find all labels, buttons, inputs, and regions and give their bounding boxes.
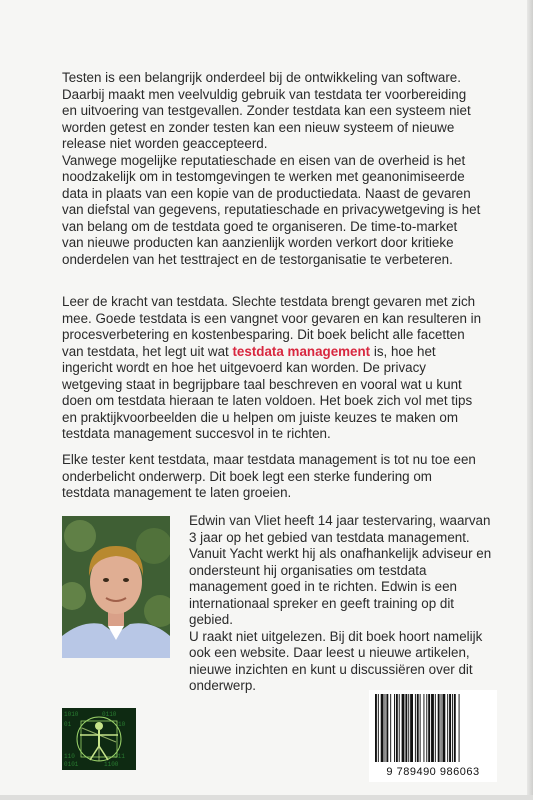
- svg-text:0101: 0101: [64, 761, 79, 768]
- website-paragraph: U raakt niet uitgelezen. Bij dit boek hoort namelijk ook een website. Daar leest u nieuwe artikelen, nieuwe inzichten en kunt u discussiëren over dit onderwerp.: [189, 628, 483, 693]
- power-text-before: Leer de kracht van testdata. Slechte testdata brengt gevaren met zich mee. Goede testdata is een vangnet voor gevaren en kan resulteren in procesverbetering en kostenbesparing. Dit boek belicht alle facetten van testdata, het legt uit wat: [62, 294, 482, 359]
- author-bio: [189, 513, 494, 695]
- intro-section: [62, 70, 482, 268]
- svg-text:10: 10: [118, 721, 126, 728]
- barcode-bars-icon: [369, 690, 497, 764]
- author-photo: [62, 516, 170, 658]
- highlighted-term: testdata management: [232, 343, 371, 359]
- intro-paragraph-1: Testen is een belangrijk onderdeel bij de ontwikkeling van software. Daarbij maakt men veelvuldig gebruik van testdata ter voorbereiding en uitvoering van testgevallen. Zonder testdata kan een systeem niet worden getest en zonder testen kan een nieuw systeem of nieuwe release niet worden geaccepteerd.: [62, 70, 471, 151]
- intro-paragraph-2: Vanwege mogelijke reputatieschade en eisen van de overheid is het noodzakelijk om in testomgevingen te werken met geanonimiseerde data in plaats van een kopie van de productiedata. Naast de gevaren van diefstal van gegevens, reputatieschade en privacywetgeving is het van belang om de testdata goed te organiseren. De time-to-market van nieuwe producten kan aanzienlijk worden verkort door kritieke onderdelen van het testtraject en de testorganisatie te verbeteren.: [62, 152, 481, 267]
- page-edge-bottom: [0, 795, 533, 800]
- svg-text:110: 110: [64, 753, 75, 760]
- vitruvian-man-logo-icon: [62, 708, 136, 770]
- svg-text:0110: 0110: [102, 711, 117, 718]
- power-section: [62, 294, 482, 443]
- page-edge: [527, 0, 533, 800]
- svg-text:1010: 1010: [64, 711, 79, 718]
- power-text-after: is, hoe het ingericht wordt en hoe het uitgevoerd kan worden. De privacy wetgeving staat in begrijpbare taal beschreven en vooral wat u kunt doen om testdata hieraan te laten voldoen. Het boek zich vol met tips en praktijkvoorbeelden die u helpen om juiste keuzes te maken om testdata management succesvol in te richten.: [62, 343, 473, 441]
- tester-section: [62, 452, 482, 502]
- tester-paragraph: Elke tester kent testdata, maar testdata management is tot nu toe een onderbelicht onderwerp. Dit boek legt een sterke fundering om testdata management te laten groeien.: [62, 452, 476, 500]
- author-portrait-icon: [62, 516, 170, 658]
- isbn-number: 9 789490 986063: [386, 766, 480, 778]
- svg-text:1100: 1100: [104, 761, 119, 768]
- author-bio-paragraph: Edwin van Vliet heeft 14 jaar testervaring, waarvan 3 jaar op het gebied van testdata management. Vanuit Yacht werkt hij als onafhankelijk adviseur en ondersteunt hij organisaties om testdata management goed in te richten. Edwin is een internationaal spreker en geeft training op dit gebied.: [189, 513, 492, 627]
- svg-text:011: 011: [114, 753, 125, 760]
- power-paragraph: [62, 294, 482, 443]
- isbn-barcode: [369, 690, 497, 782]
- svg-text:01: 01: [64, 721, 72, 728]
